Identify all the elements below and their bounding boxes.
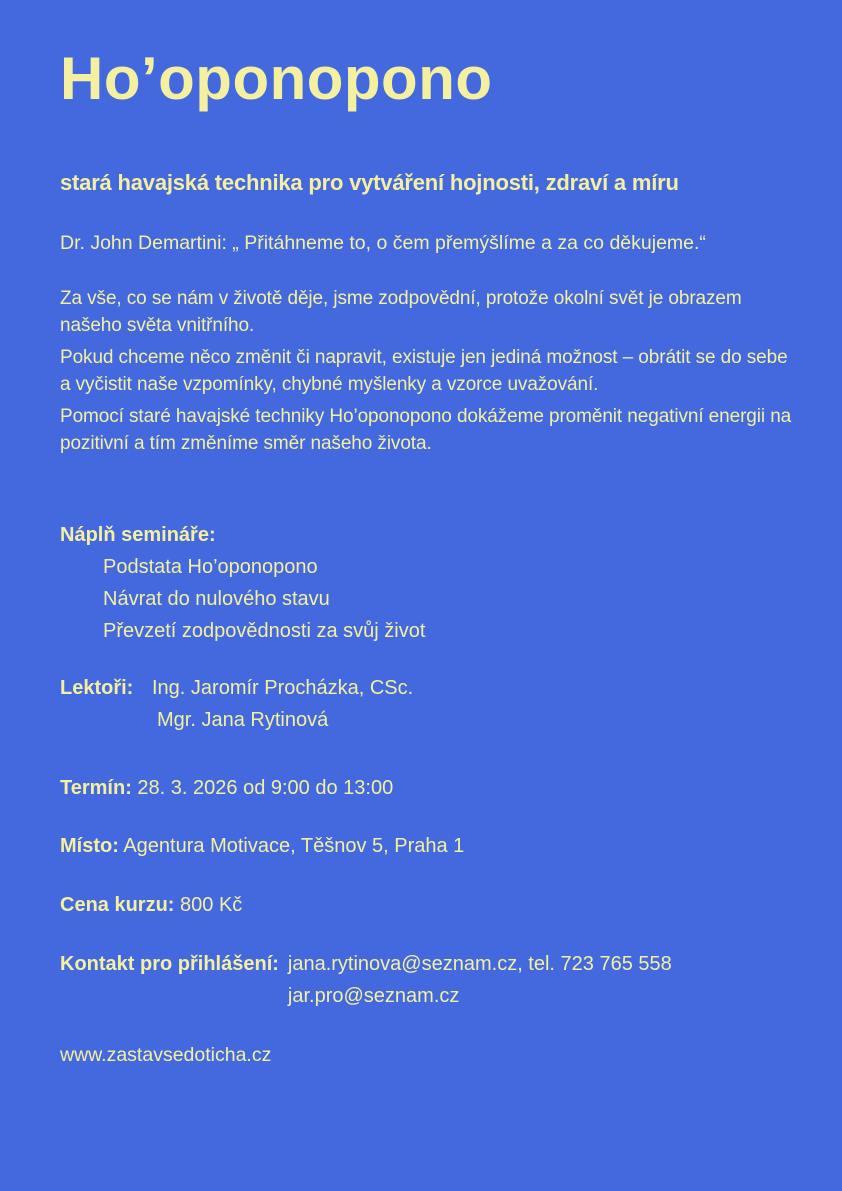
subtitle: stará havajská technika pro vytváření hojnosti, zdraví a míru (60, 170, 679, 195)
paragraph-responsibility: Za vše, co se nám v životě děje, jsme zodpovědní, protože okolní svět je obrazem našeho světa vnitřního. (60, 288, 742, 336)
lecturers-label: Lektoři: (60, 677, 134, 699)
contact-email-secondary: jar.pro@seznam.cz (287, 985, 460, 1007)
place-label: Místo: (60, 835, 119, 857)
place-value: Agentura Motivace, Těšnov 5, Praha 1 (123, 835, 465, 857)
price-label: Cena kurzu: (60, 894, 175, 916)
paragraph-technique: Pomocí staré havajské techniky Ho’oponopono dokážeme proměnit negativní energii na pozitivní a tím změníme směr našeho života. (60, 406, 792, 454)
price-value: 800 Kč (180, 894, 243, 916)
date-line (60, 772, 797, 804)
seminar-item-list (103, 551, 797, 647)
contact-values (288, 948, 672, 1012)
date-label: Termín: (60, 777, 132, 799)
page-title: Ho’oponopono (60, 45, 493, 112)
date-value: 28. 3. 2026 od 9:00 do 13:00 (137, 777, 394, 799)
contact-email-primary: jana.rytinova@seznam.cz, tel. 723 765 558 (287, 953, 672, 975)
contact-label: Kontakt pro přihlášení: (60, 953, 279, 975)
website-link: www.zastavsedoticha.cz (60, 1044, 272, 1066)
seminar-item-responsibility: Převzetí zodpovědnosti za svůj život (103, 620, 426, 642)
lecturer-name-1: Ing. Jaromír Procházka, CSc. (152, 677, 414, 699)
place-line (60, 830, 797, 862)
paragraph-change: Pokud chceme něco změnit či napravit, existuje jen jediná možnost – obrátit se do sebe a vyčistit naše vzpomínky, chybné myšlenky a vzorce uvažování. (60, 347, 788, 395)
seminar-section (60, 521, 797, 647)
contact-section (60, 948, 797, 1012)
seminar-item-essence: Podstata Ho’oponopono (103, 556, 318, 578)
lecturers-section (60, 672, 797, 736)
lecturer-name-2: Mgr. Jana Rytinová (157, 709, 329, 731)
quote-line: Dr. John Demartini: „ Přitáhneme to, o čem přemýšlíme a za co děkujeme.“ (60, 232, 706, 254)
lecturer-names (152, 672, 413, 736)
seminar-item-zero-state: Návrat do nulového stavu (103, 588, 330, 610)
price-line (60, 889, 797, 921)
seminar-heading: Náplň semináře: (60, 524, 216, 546)
